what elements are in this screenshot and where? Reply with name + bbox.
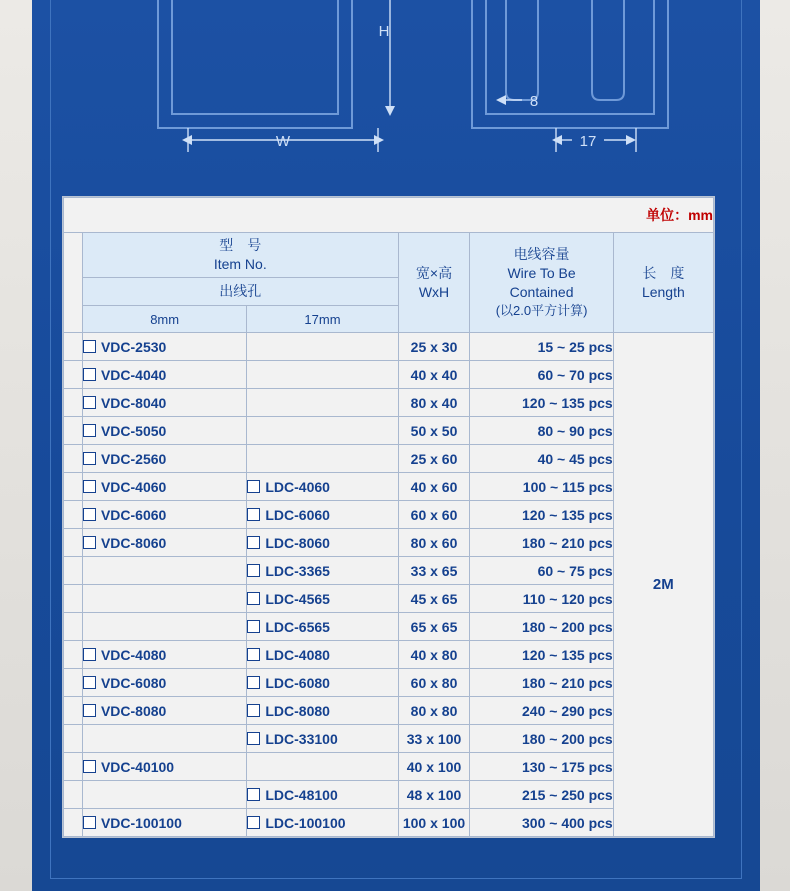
table-body [64,333,714,837]
row-marker-cell [64,669,83,697]
checkbox-icon[interactable] [83,816,96,829]
product-cross-section-diagram [32,0,760,185]
model-label: LDC-4565 [265,590,330,607]
model-label: LDC-6565 [265,618,330,635]
checkbox-icon[interactable] [247,508,260,521]
cell-wire-capacity: 180 ~ 200 pcs [470,613,613,641]
cell-wxh: 60 x 80 [398,669,470,697]
cell-model-8mm[interactable] [82,753,246,781]
cell-wire-capacity: 60 ~ 75 pcs [470,557,613,585]
cell-model-17mm[interactable] [247,473,398,501]
label-hole-large: 17 [579,133,597,150]
header-item-no: 型 号 Item No. [82,233,398,278]
model-label: VDC-2530 [100,338,167,355]
model-label: LDC-100100 [265,814,346,831]
header-spacer [64,233,83,333]
model-label: VDC-2560 [100,450,167,467]
label-hole-small: 8 [529,93,539,110]
checkbox-icon[interactable] [83,648,96,661]
cell-wxh: 65 x 65 [398,613,470,641]
model-label: LDC-48100 [265,786,338,803]
checkbox-icon[interactable] [247,732,260,745]
cell-wxh: 40 x 40 [398,361,470,389]
row-marker-cell [64,445,83,473]
checkbox-icon[interactable] [83,480,96,493]
cell-model-8mm[interactable] [82,641,246,669]
model-label: LDC-33100 [265,730,338,747]
specification-table-container [62,196,715,838]
row-marker-cell [64,613,83,641]
cell-model-17mm [247,389,398,417]
cell-wire-capacity: 120 ~ 135 pcs [470,389,613,417]
cell-model-8mm[interactable] [82,389,246,417]
cell-model-8mm [82,585,246,613]
cell-wxh: 80 x 60 [398,529,470,557]
row-marker-cell [64,417,83,445]
cell-wxh: 80 x 40 [398,389,470,417]
row-marker-cell [64,753,83,781]
checkbox-icon[interactable] [83,396,96,409]
model-label: VDC-100100 [100,814,182,831]
cell-wire-capacity: 40 ~ 45 pcs [470,445,613,473]
row-marker-cell [64,557,83,585]
header-wire-capacity: 电线容量 Wire To Be Contained (以2.0平方计算) [470,233,613,333]
model-label: LDC-3365 [265,562,330,579]
unit-note: 单位：mm [64,198,714,233]
checkbox-icon[interactable] [247,648,260,661]
model-label: VDC-6080 [100,674,167,691]
checkbox-icon[interactable] [247,620,260,633]
cell-model-17mm[interactable] [247,641,398,669]
cell-wxh: 40 x 60 [398,473,470,501]
cell-model-17mm[interactable] [247,585,398,613]
cell-model-8mm[interactable] [82,361,246,389]
model-label: VDC-4040 [100,366,167,383]
checkbox-icon[interactable] [83,508,96,521]
cell-wxh: 45 x 65 [398,585,470,613]
cell-model-8mm[interactable] [82,417,246,445]
cell-wire-capacity: 120 ~ 135 pcs [470,641,613,669]
cell-model-17mm [247,361,398,389]
header-wxh: 宽×高 WxH [398,233,470,333]
row-marker-cell [64,809,83,837]
cell-wxh: 40 x 80 [398,641,470,669]
checkbox-icon[interactable] [247,480,260,493]
header-hole-17mm: 17mm [247,306,398,333]
row-marker-cell [64,529,83,557]
header-outlet-hole: 出线孔 [82,278,398,306]
checkbox-icon[interactable] [83,452,96,465]
model-label: VDC-8040 [100,394,167,411]
cell-model-8mm[interactable] [82,669,246,697]
model-label: VDC-8060 [100,534,167,551]
cell-model-8mm[interactable] [82,445,246,473]
cell-wxh: 40 x 100 [398,753,470,781]
cell-length-value: 2M [613,333,713,837]
row-marker-cell [64,473,83,501]
model-label: VDC-4080 [100,646,167,663]
cell-model-8mm[interactable] [82,473,246,501]
row-marker-cell [64,641,83,669]
cell-wire-capacity: 120 ~ 135 pcs [470,501,613,529]
cell-wire-capacity: 80 ~ 90 pcs [470,417,613,445]
model-label: VDC-4060 [100,478,167,495]
model-label: LDC-4080 [265,646,330,663]
model-label: VDC-5050 [100,422,167,439]
cell-wxh: 48 x 100 [398,781,470,809]
checkbox-icon[interactable] [83,760,96,773]
checkbox-icon[interactable] [247,592,260,605]
cell-wire-capacity: 130 ~ 175 pcs [470,753,613,781]
cell-wire-capacity: 100 ~ 115 pcs [470,473,613,501]
row-marker-cell [64,361,83,389]
cell-wire-capacity: 300 ~ 400 pcs [470,809,613,837]
checkbox-icon[interactable] [247,704,260,717]
row-marker-cell [64,333,83,361]
model-label: LDC-6080 [265,674,330,691]
cell-model-8mm [82,613,246,641]
cell-wire-capacity: 180 ~ 210 pcs [470,529,613,557]
model-label: VDC-8080 [100,702,167,719]
row-marker-cell [64,781,83,809]
row-marker-cell [64,501,83,529]
checkbox-icon[interactable] [83,536,96,549]
header-row-1 [64,233,714,278]
checkbox-icon[interactable] [83,676,96,689]
cell-wxh: 80 x 80 [398,697,470,725]
unit-note-row [64,198,714,233]
model-label: VDC-40100 [100,758,175,775]
model-label: LDC-4060 [265,478,330,495]
header-hole-8mm: 8mm [82,306,246,333]
model-label: LDC-6060 [265,506,330,523]
cell-model-17mm [247,445,398,473]
cell-wxh: 33 x 65 [398,557,470,585]
cell-wire-capacity: 180 ~ 210 pcs [470,669,613,697]
cell-model-17mm [247,333,398,361]
cell-model-8mm[interactable] [82,809,246,837]
cell-model-8mm[interactable] [82,529,246,557]
cell-wire-capacity: 60 ~ 70 pcs [470,361,613,389]
cell-model-17mm[interactable] [247,781,398,809]
checkbox-icon[interactable] [247,816,260,829]
cell-model-8mm [82,781,246,809]
cell-model-17mm[interactable] [247,613,398,641]
model-label: LDC-8060 [265,534,330,551]
checkbox-icon[interactable] [83,340,96,353]
header-length: 长 度 Length [613,233,713,333]
cell-model-17mm[interactable] [247,669,398,697]
label-width: W [275,133,291,150]
cell-wire-capacity: 240 ~ 290 pcs [470,697,613,725]
checkbox-icon[interactable] [247,536,260,549]
label-height: H [378,23,390,40]
cell-wxh: 50 x 50 [398,417,470,445]
checkbox-icon[interactable] [247,676,260,689]
cell-model-17mm [247,753,398,781]
cell-wire-capacity: 215 ~ 250 pcs [470,781,613,809]
checkbox-icon[interactable] [247,564,260,577]
table-row [64,333,714,361]
row-marker-cell [64,725,83,753]
cell-model-17mm[interactable] [247,697,398,725]
row-marker-cell [64,585,83,613]
checkbox-icon[interactable] [83,704,96,717]
cell-model-17mm[interactable] [247,557,398,585]
cell-wxh: 33 x 100 [398,725,470,753]
cell-wxh: 25 x 60 [398,445,470,473]
checkbox-icon[interactable] [83,424,96,437]
cell-model-17mm[interactable] [247,529,398,557]
row-marker-cell [64,389,83,417]
cell-wxh: 60 x 60 [398,501,470,529]
cell-wire-capacity: 15 ~ 25 pcs [470,333,613,361]
cell-model-17mm[interactable] [247,809,398,837]
cell-model-8mm [82,557,246,585]
specification-table [63,197,714,837]
cell-model-8mm[interactable] [82,333,246,361]
cell-model-8mm[interactable] [82,697,246,725]
cell-model-8mm [82,725,246,753]
checkbox-icon[interactable] [83,368,96,381]
row-marker-cell [64,697,83,725]
cell-wxh: 100 x 100 [398,809,470,837]
cell-model-17mm [247,417,398,445]
model-label: LDC-8080 [265,702,330,719]
cell-model-8mm[interactable] [82,501,246,529]
cell-wire-capacity: 110 ~ 120 pcs [470,585,613,613]
cell-wxh: 25 x 30 [398,333,470,361]
cell-model-17mm[interactable] [247,725,398,753]
cell-wire-capacity: 180 ~ 200 pcs [470,725,613,753]
model-label: VDC-6060 [100,506,167,523]
checkbox-icon[interactable] [247,788,260,801]
cell-model-17mm[interactable] [247,501,398,529]
